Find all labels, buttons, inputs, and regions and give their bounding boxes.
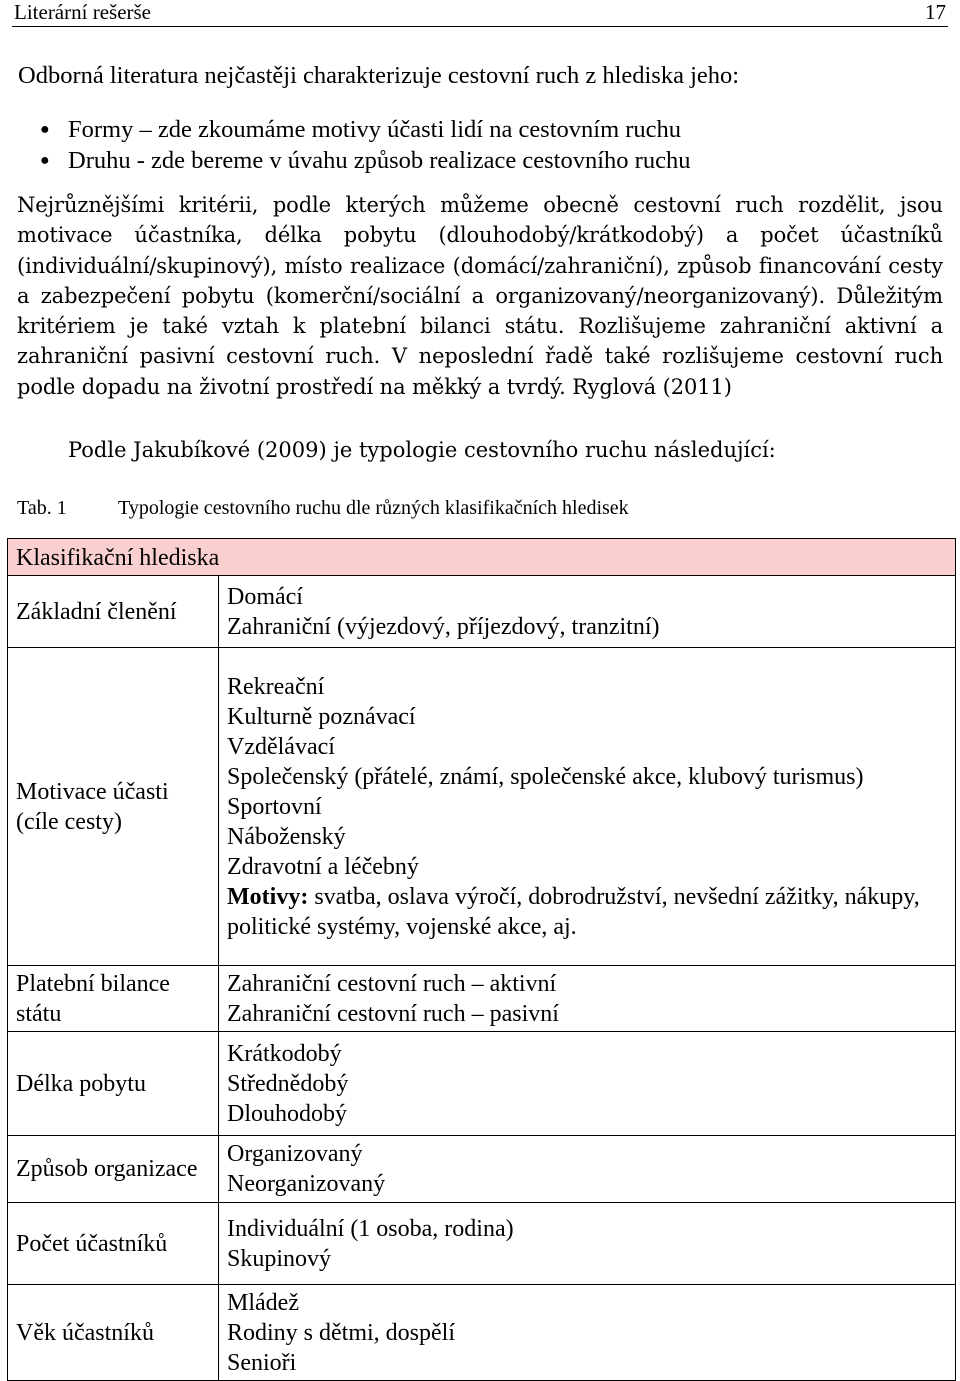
table-header-cell: Klasifikační hlediska bbox=[8, 539, 956, 576]
row-values bbox=[219, 966, 956, 1032]
page-header bbox=[12, 0, 948, 27]
table-caption bbox=[17, 497, 947, 520]
row-values bbox=[219, 1285, 956, 1381]
list-item bbox=[40, 145, 940, 176]
row-value: Dlouhodobý bbox=[227, 1100, 347, 1127]
body-paragraph bbox=[17, 190, 943, 402]
paragraph-part1: Nejrůznějšími kritérii, podle kterých můžeme obecně cestovní ruch rozdělit, jsou motivace účastníka, délka pobytu (dlouhodobý/krátkodobý) a počet účastníků (individuální/skupinový), místo realizace (domácí/zahraniční), způsob financování cesty a zabezpečení pobytu (komerční/sociální a organizovaný/neorganizovaný). bbox=[17, 193, 943, 308]
list-item bbox=[40, 114, 940, 145]
row-value: Senioři bbox=[227, 1349, 297, 1376]
row-value: Domácí bbox=[227, 583, 303, 610]
table-row bbox=[8, 576, 956, 648]
row-values bbox=[219, 576, 956, 648]
section-title: Literární rešerše bbox=[14, 0, 152, 24]
row-value: Skupinový bbox=[227, 1245, 332, 1272]
list-item-text: Formy – zde zkoumáme motivy účasti lidí na cestovním ruchu bbox=[68, 116, 682, 143]
row-value: Kulturně poznávací bbox=[227, 703, 416, 730]
table-row bbox=[8, 1203, 956, 1285]
bullet-icon: ● bbox=[40, 121, 50, 138]
page-number: 17 bbox=[925, 0, 946, 24]
typology-table bbox=[7, 538, 956, 1381]
row-value: Individuální (1 osoba, rodina) bbox=[227, 1215, 514, 1242]
motives-text: svatba, oslava výročí, dobrodružství, nevšední zážitky, nákupy, politické systémy, vojenské akce, aj. bbox=[227, 883, 920, 940]
row-value: Neorganizovaný bbox=[227, 1171, 386, 1197]
caption-text: Typologie cestovního ruchu dle různých klasifikačních hledisek bbox=[118, 497, 629, 519]
row-value: Sportovní bbox=[227, 793, 322, 820]
table-row bbox=[8, 1032, 956, 1136]
row-label: Motivace účasti (cíle cesty) bbox=[8, 648, 219, 966]
row-value: Rekreační bbox=[227, 673, 325, 700]
row-value: Organizovaný bbox=[227, 1141, 363, 1167]
row-value: Zdravotní a léčebný bbox=[227, 853, 419, 880]
table-row bbox=[8, 1285, 956, 1381]
row-value: Střednědobý bbox=[227, 1070, 349, 1097]
row-label: Počet účastníků bbox=[8, 1203, 219, 1285]
motives-line bbox=[227, 882, 947, 942]
row-values bbox=[219, 1203, 956, 1285]
row-label: Délka pobytu bbox=[8, 1032, 219, 1136]
row-label: Základní členění bbox=[8, 576, 219, 648]
body-paragraph-2: Podle Jakubíkové (2009) je typologie cestovního ruchu následující: bbox=[68, 438, 776, 462]
caption-label: Tab. 1 bbox=[17, 497, 67, 519]
row-value: Zahraniční cestovní ruch – pasivní bbox=[227, 1000, 559, 1027]
row-values bbox=[219, 648, 956, 966]
table-header-row bbox=[8, 539, 956, 576]
row-value: Zahraniční cestovní ruch – aktivní bbox=[227, 970, 557, 997]
row-label: Způsob organizace bbox=[8, 1136, 219, 1203]
row-value: Mládež bbox=[227, 1289, 299, 1316]
table-row bbox=[8, 648, 956, 966]
table-row bbox=[8, 1136, 956, 1203]
bullet-list bbox=[40, 114, 940, 176]
row-value: Krátkodobý bbox=[227, 1040, 342, 1067]
row-value: Společenský (přátelé, známí, společenské akce, klubový turismus) bbox=[227, 763, 864, 790]
table-row bbox=[8, 966, 956, 1032]
row-values bbox=[219, 1032, 956, 1136]
list-item-text: Druhu - zde bereme v úvahu způsob realizace cestovního ruchu bbox=[68, 147, 691, 174]
row-value: Zahraniční (výjezdový, příjezdový, tranzitní) bbox=[227, 613, 660, 640]
bullet-icon: ● bbox=[40, 152, 50, 169]
row-label: Věk účastníků bbox=[8, 1285, 219, 1381]
intro-text: Odborná literatura nejčastěji charakterizuje cestovní ruch z hlediska jeho: bbox=[18, 62, 740, 89]
row-value: Náboženský bbox=[227, 823, 346, 850]
row-value: Vzdělávací bbox=[227, 733, 335, 760]
motives-label: Motivy: bbox=[227, 883, 309, 910]
row-value: Rodiny s dětmi, dospělí bbox=[227, 1319, 455, 1346]
row-values bbox=[219, 1136, 956, 1203]
row-label: Platební bilance státu bbox=[8, 966, 219, 1032]
paragraph-part2: Důležitým kritériem je také vztah k platební bilanci státu. Rozlišujeme zahraniční aktivní a zahraniční pasivní cestovní ruch. V neposlední řadě také rozlišujeme cestovní ruch podle dopadu na životní prostředí na měkký a tvrdý. Ryglová (2011) bbox=[17, 283, 943, 399]
